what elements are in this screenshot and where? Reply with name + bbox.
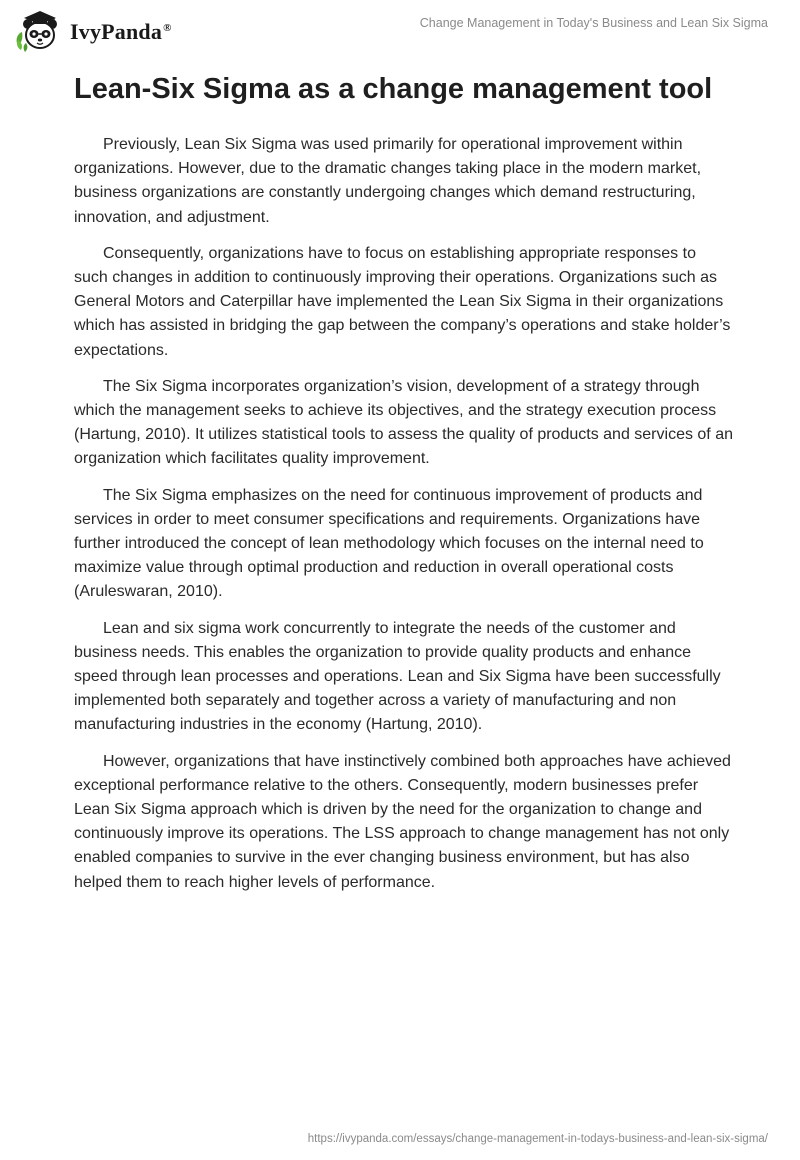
brand-name: [70, 19, 172, 45]
registered-mark: ®: [163, 21, 172, 34]
brand-name-text: IvyPanda: [70, 19, 163, 44]
running-title: Change Management in Today's Business and Lean Six Sigma: [419, 16, 768, 30]
source-url-link[interactable]: https://ivypanda.com/essays/change-management-in-todays-business-and-lean-six-sigma/: [307, 1133, 768, 1145]
page-header: [0, 0, 800, 60]
paragraph: The Six Sigma emphasizes on the need for continuous improvement of products and services in order to meet consumer specifications and requirements. Organizations have further introduced the concept of lean methodology which focuses on the internal need to maximize value through optimal production and reduction in overall operational costs (Aruleswaran, 2010).: [74, 486, 704, 601]
paragraph: Lean and six sigma work concurrently to integrate the needs of the customer and business needs. This enables the organization to provide quality products and enhance speed through lean processes and operations. Lean and Six Sigma have been successfully implemented both separately and together across a variety of manufacturing and non manufacturing industries in the economy (Hartung, 2010).: [74, 619, 721, 734]
paragraph: Previously, Lean Six Sigma was used primarily for operational improvement within organizations. However, due to the dramatic changes taking place in the modern market, business organizations are constantly undergoing changes which demand restructuring, innovation, and adjustment.: [74, 136, 702, 226]
paragraph: However, organizations that have instinctively combined both approaches have achieved exceptional performance relative to the others. Consequently, modern businesses prefer Lean Six Sigma approach which is driven by the need for the organization to change and continuously improve its operations. The LSS approach to change management has not only enabled companies to survive in the ever changing business environment, but has also helped them to reach higher levels of performance.: [74, 752, 731, 891]
page-title: Lean-Six Sigma as a change management tool: [74, 73, 713, 105]
ivypanda-logo[interactable]: [14, 8, 172, 54]
panda-graduate-icon: [14, 8, 64, 54]
paragraph: The Six Sigma incorporates organization’s vision, development of a strategy through which the management seeks to achieve its objectives, and the strategy execution process (Hartung, 2010). It utilizes statistical tools to assess the quality of products and services of an organization which facilitates quality improvement.: [74, 377, 733, 468]
essay-body: [74, 133, 734, 907]
paragraph: Consequently, organizations have to focus on establishing appropriate responses to such changes in addition to continuously improving their operations. Organizations such as General Motors and Caterpillar have implemented the Lean Six Sigma in their organizations which has assisted in bridging the gap between the company’s operations and stake holder’s expectations.: [74, 244, 731, 359]
